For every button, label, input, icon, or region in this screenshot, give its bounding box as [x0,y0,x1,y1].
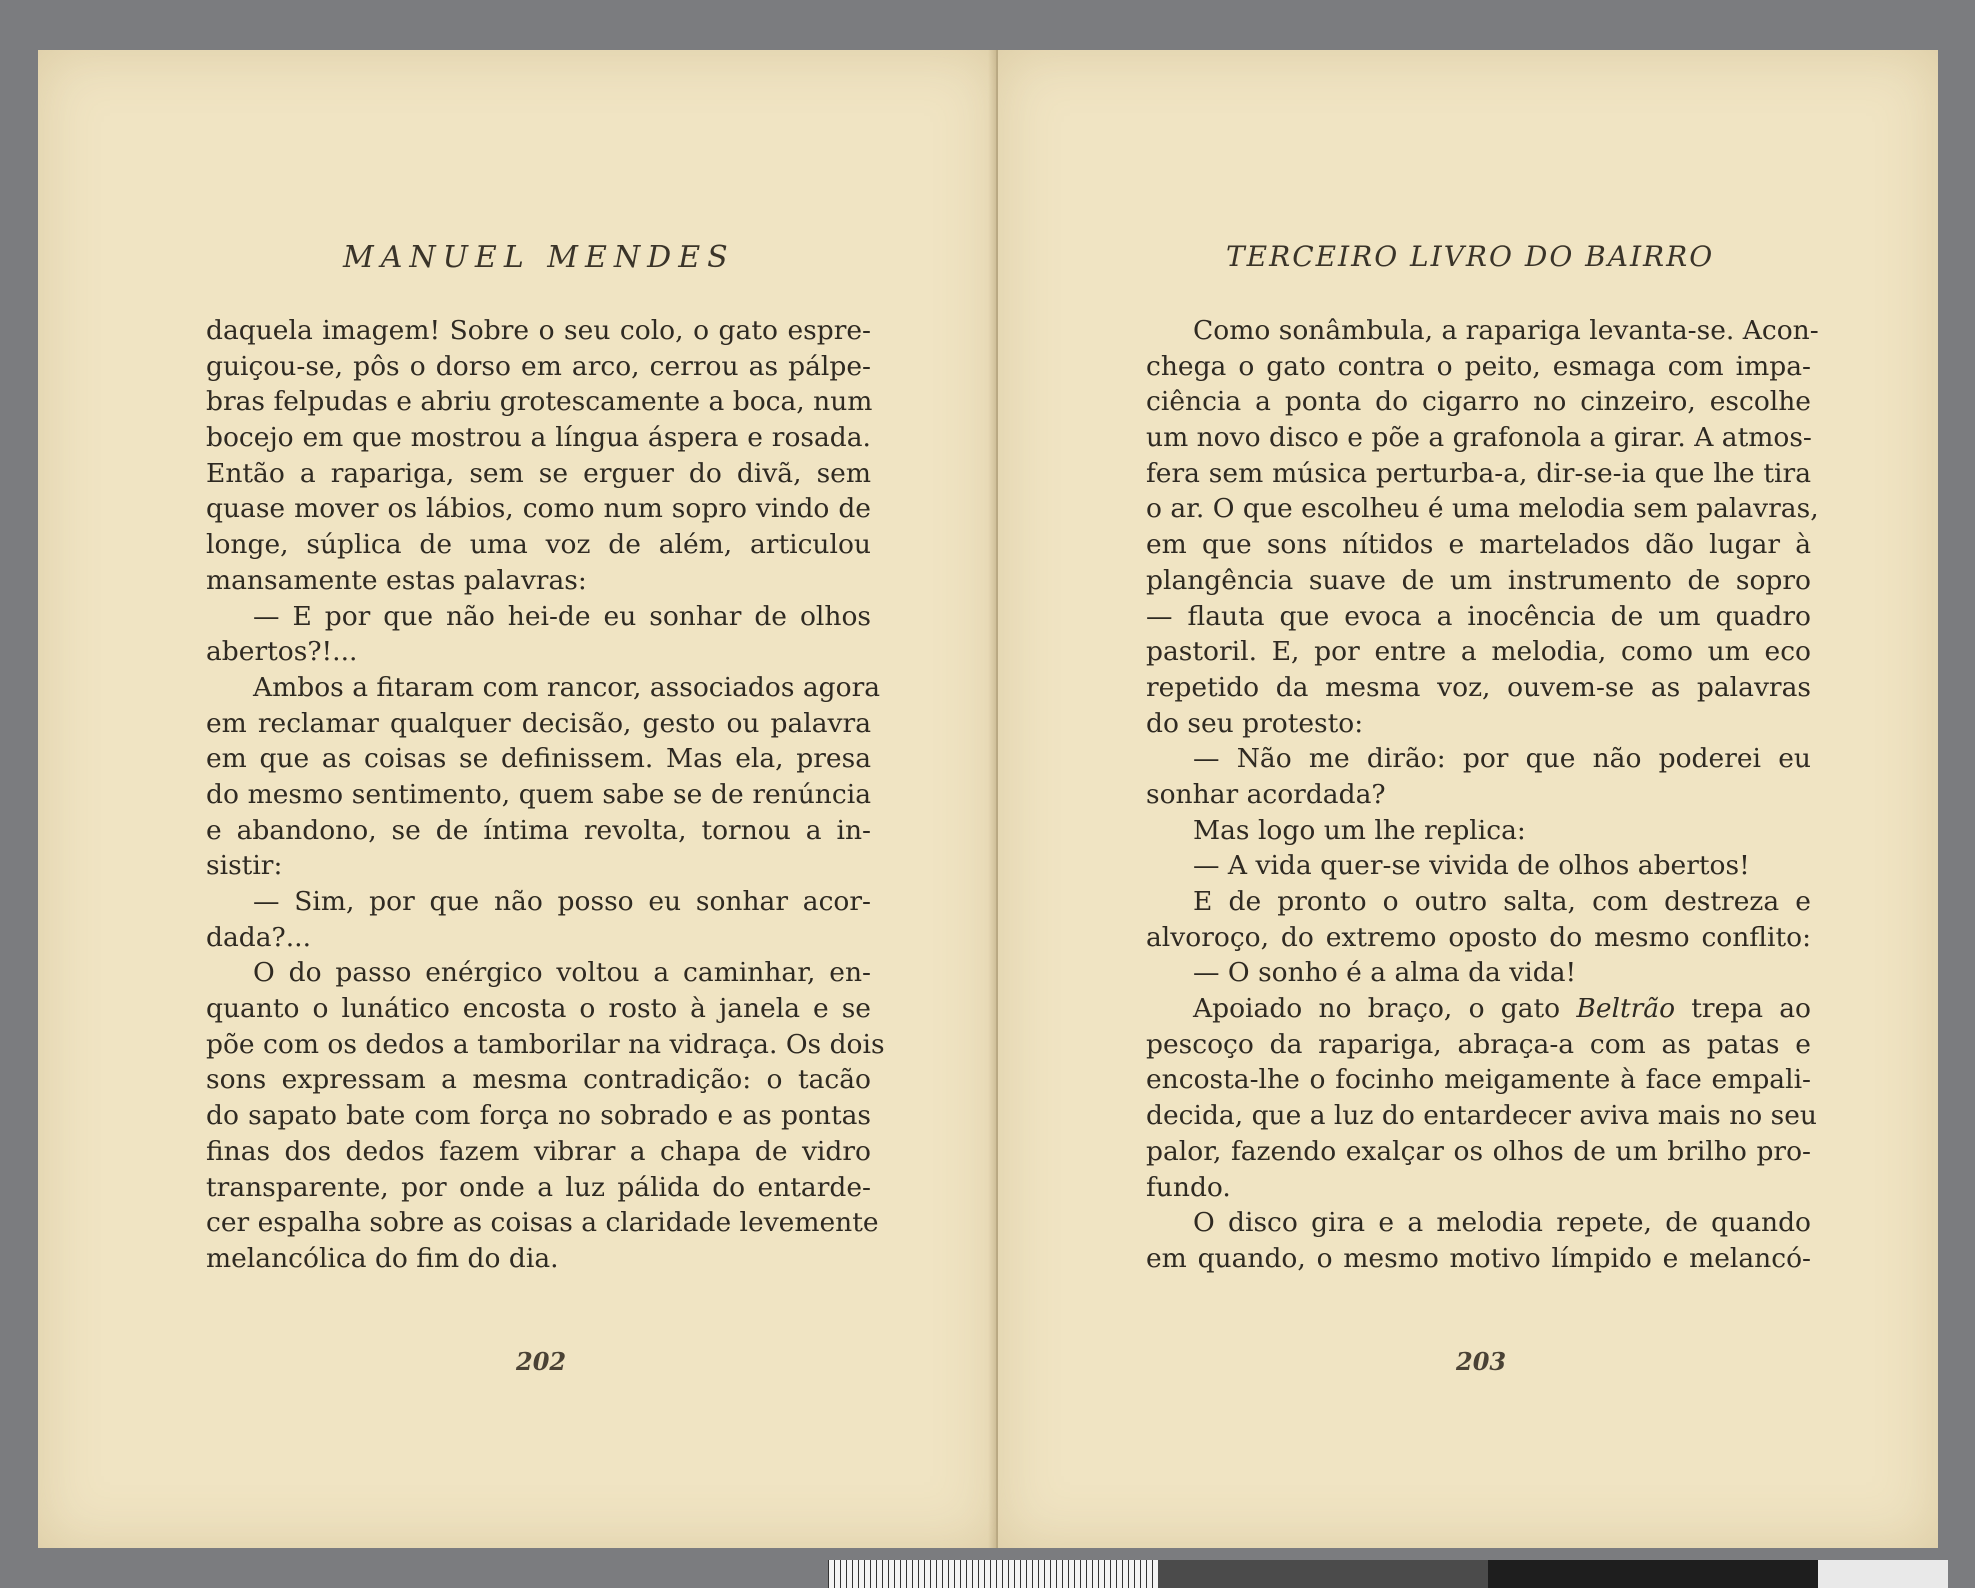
text-line: longe, súplica de uma voz de além, articulou [206,529,871,561]
text-line: O disco gira e a melodia repete, de quando [1193,1207,1811,1239]
italic-name: Beltrão [1576,993,1676,1025]
text-line: Mas logo um lhe replica: [1193,814,1526,846]
text-line: daquela imagem! Sobre o seu colo, o gato espre- [206,315,871,346]
text-line: — Sim, por que não posso eu sonhar acor- [253,886,871,917]
text-line: sistir: [206,850,283,882]
text-line: em quando, o mesmo motivo límpido e melancó- [1146,1242,1811,1274]
text-line: pescoço da rapariga, abraça-a com as patas e [1146,1028,1811,1060]
text-line [1146,991,1811,1027]
page-number-left: 202 [516,1347,567,1376]
text-line: — flauta que evoca a inocência de um quadro [1146,600,1811,632]
text-line: Então a rapariga, sem se erguer do divã, sem [206,457,871,489]
text-line: abertos?!... [206,636,358,668]
text-line: cer espalha sobre as coisas a claridade levemente [206,1207,879,1239]
text-line: repetido da mesma voz, ouvem-se as palavras [1146,671,1811,703]
text-line: plangência suave de um instrumento de sopro [1146,564,1811,596]
text-line: quase mover os lábios, como num sopro vindo de [206,493,871,525]
text-line: fundo. [1146,1171,1231,1203]
left-page [38,50,998,1548]
text-line: sonhar acordada? [1146,778,1386,810]
text-line: do mesmo sentimento, quem sabe se de renúncia [206,778,871,810]
text-line: palor, fazendo exalçar os olhos de um brilho pro- [1146,1135,1811,1167]
text-line: em que as coisas se definissem. Mas ela, presa [206,743,871,775]
left-page-body [206,313,885,1277]
text-line: fera sem música perturba-a, dir-se-ia que lhe tira [1146,457,1811,489]
text-line: bocejo em que mostrou a língua áspera e rosada. [206,422,871,454]
text-line: sons expressam a mesma contradição: o tacão [206,1064,871,1096]
gray-patch-dark [1158,1560,1488,1588]
right-page [998,50,1938,1548]
text-line: decida, que a luz do entardecer aviva mais no seu [1146,1100,1817,1132]
text-line: dada?... [206,921,312,953]
text-line: — Não me dirão: por que não poderei eu [1193,743,1811,775]
right-page-body [1146,313,1819,1277]
text-line: põe com os dedos a tamborilar na vidraça. Os dois [206,1028,885,1060]
text-line: e abandono, se de íntima revolta, tornou a in- [206,814,871,846]
text-line: em que sons nítidos e martelados dão lugar à [1146,529,1811,561]
text-line: — E por que não hei-de eu sonhar de olhos [253,600,871,632]
text-line: em reclamar qualquer decisão, gesto ou palavra [206,707,871,739]
text-line: transparente, por onde a luz pálida do entarde- [206,1171,871,1203]
text-line: O do passo enérgico voltou a caminhar, en- [253,957,871,989]
text-line: quanto o lunático encosta o rosto à janela e se [206,993,871,1025]
text-line: — O sonho é a alma da vida! [1193,957,1577,989]
text-line: melancólica do fim do dia. [206,1242,559,1274]
white-patch [1818,1560,1948,1588]
text-line: do seu protesto: [1146,707,1364,739]
text-line: do sapato bate com força no sobrado e as pontas [206,1100,871,1132]
text-line: — A vida quer-se vivida de olhos abertos! [1193,850,1750,882]
text-line: chega o gato contra o peito, esmaga com impa- [1146,350,1811,382]
ruler-scale [828,1560,1158,1588]
page-number-right: 203 [1456,1347,1507,1376]
text-line: E de pronto o outro salta, com destreza e [1193,886,1811,917]
text-line: ciência a ponta do cigarro no cinzeiro, escolhe [1146,386,1811,418]
text-line: pastoril. E, por entre a melodia, como um eco [1146,636,1811,668]
text-segment: Apoiado no braço, o gato [1193,993,1577,1025]
text-line: mansamente estas palavras: [206,564,587,596]
text-segment: trepa ao [1675,993,1811,1025]
text-line: o ar. O que escolheu é uma melodia sem palavras, [1146,493,1819,525]
text-line: um novo disco e põe a grafonola a girar. A atmos- [1146,422,1812,454]
text-line: encosta-lhe o focinho meigamente à face empali- [1146,1064,1811,1096]
color-calibration-scale [828,1560,1948,1588]
text-line: bras felpudas e abriu grotescamente a boca, num [206,386,873,418]
running-head-author: MANUEL MENDES [343,240,735,275]
open-book [38,50,1938,1548]
text-line: finas dos dedos fazem vibrar a chapa de vidro [206,1135,871,1167]
gray-patch-black [1488,1560,1818,1588]
text-line: alvoroço, do extremo oposto do mesmo conflito: [1146,921,1811,953]
text-line: Como sonâmbula, a rapariga levanta-se. Acon- [1193,315,1819,346]
running-head-title: TERCEIRO LIVRO DO BAIRRO [1226,240,1715,273]
text-line: guiçou-se, pôs o dorso em arco, cerrou as pálpe- [206,350,871,382]
text-line: Ambos a fitaram com rancor, associados agora [253,671,881,703]
